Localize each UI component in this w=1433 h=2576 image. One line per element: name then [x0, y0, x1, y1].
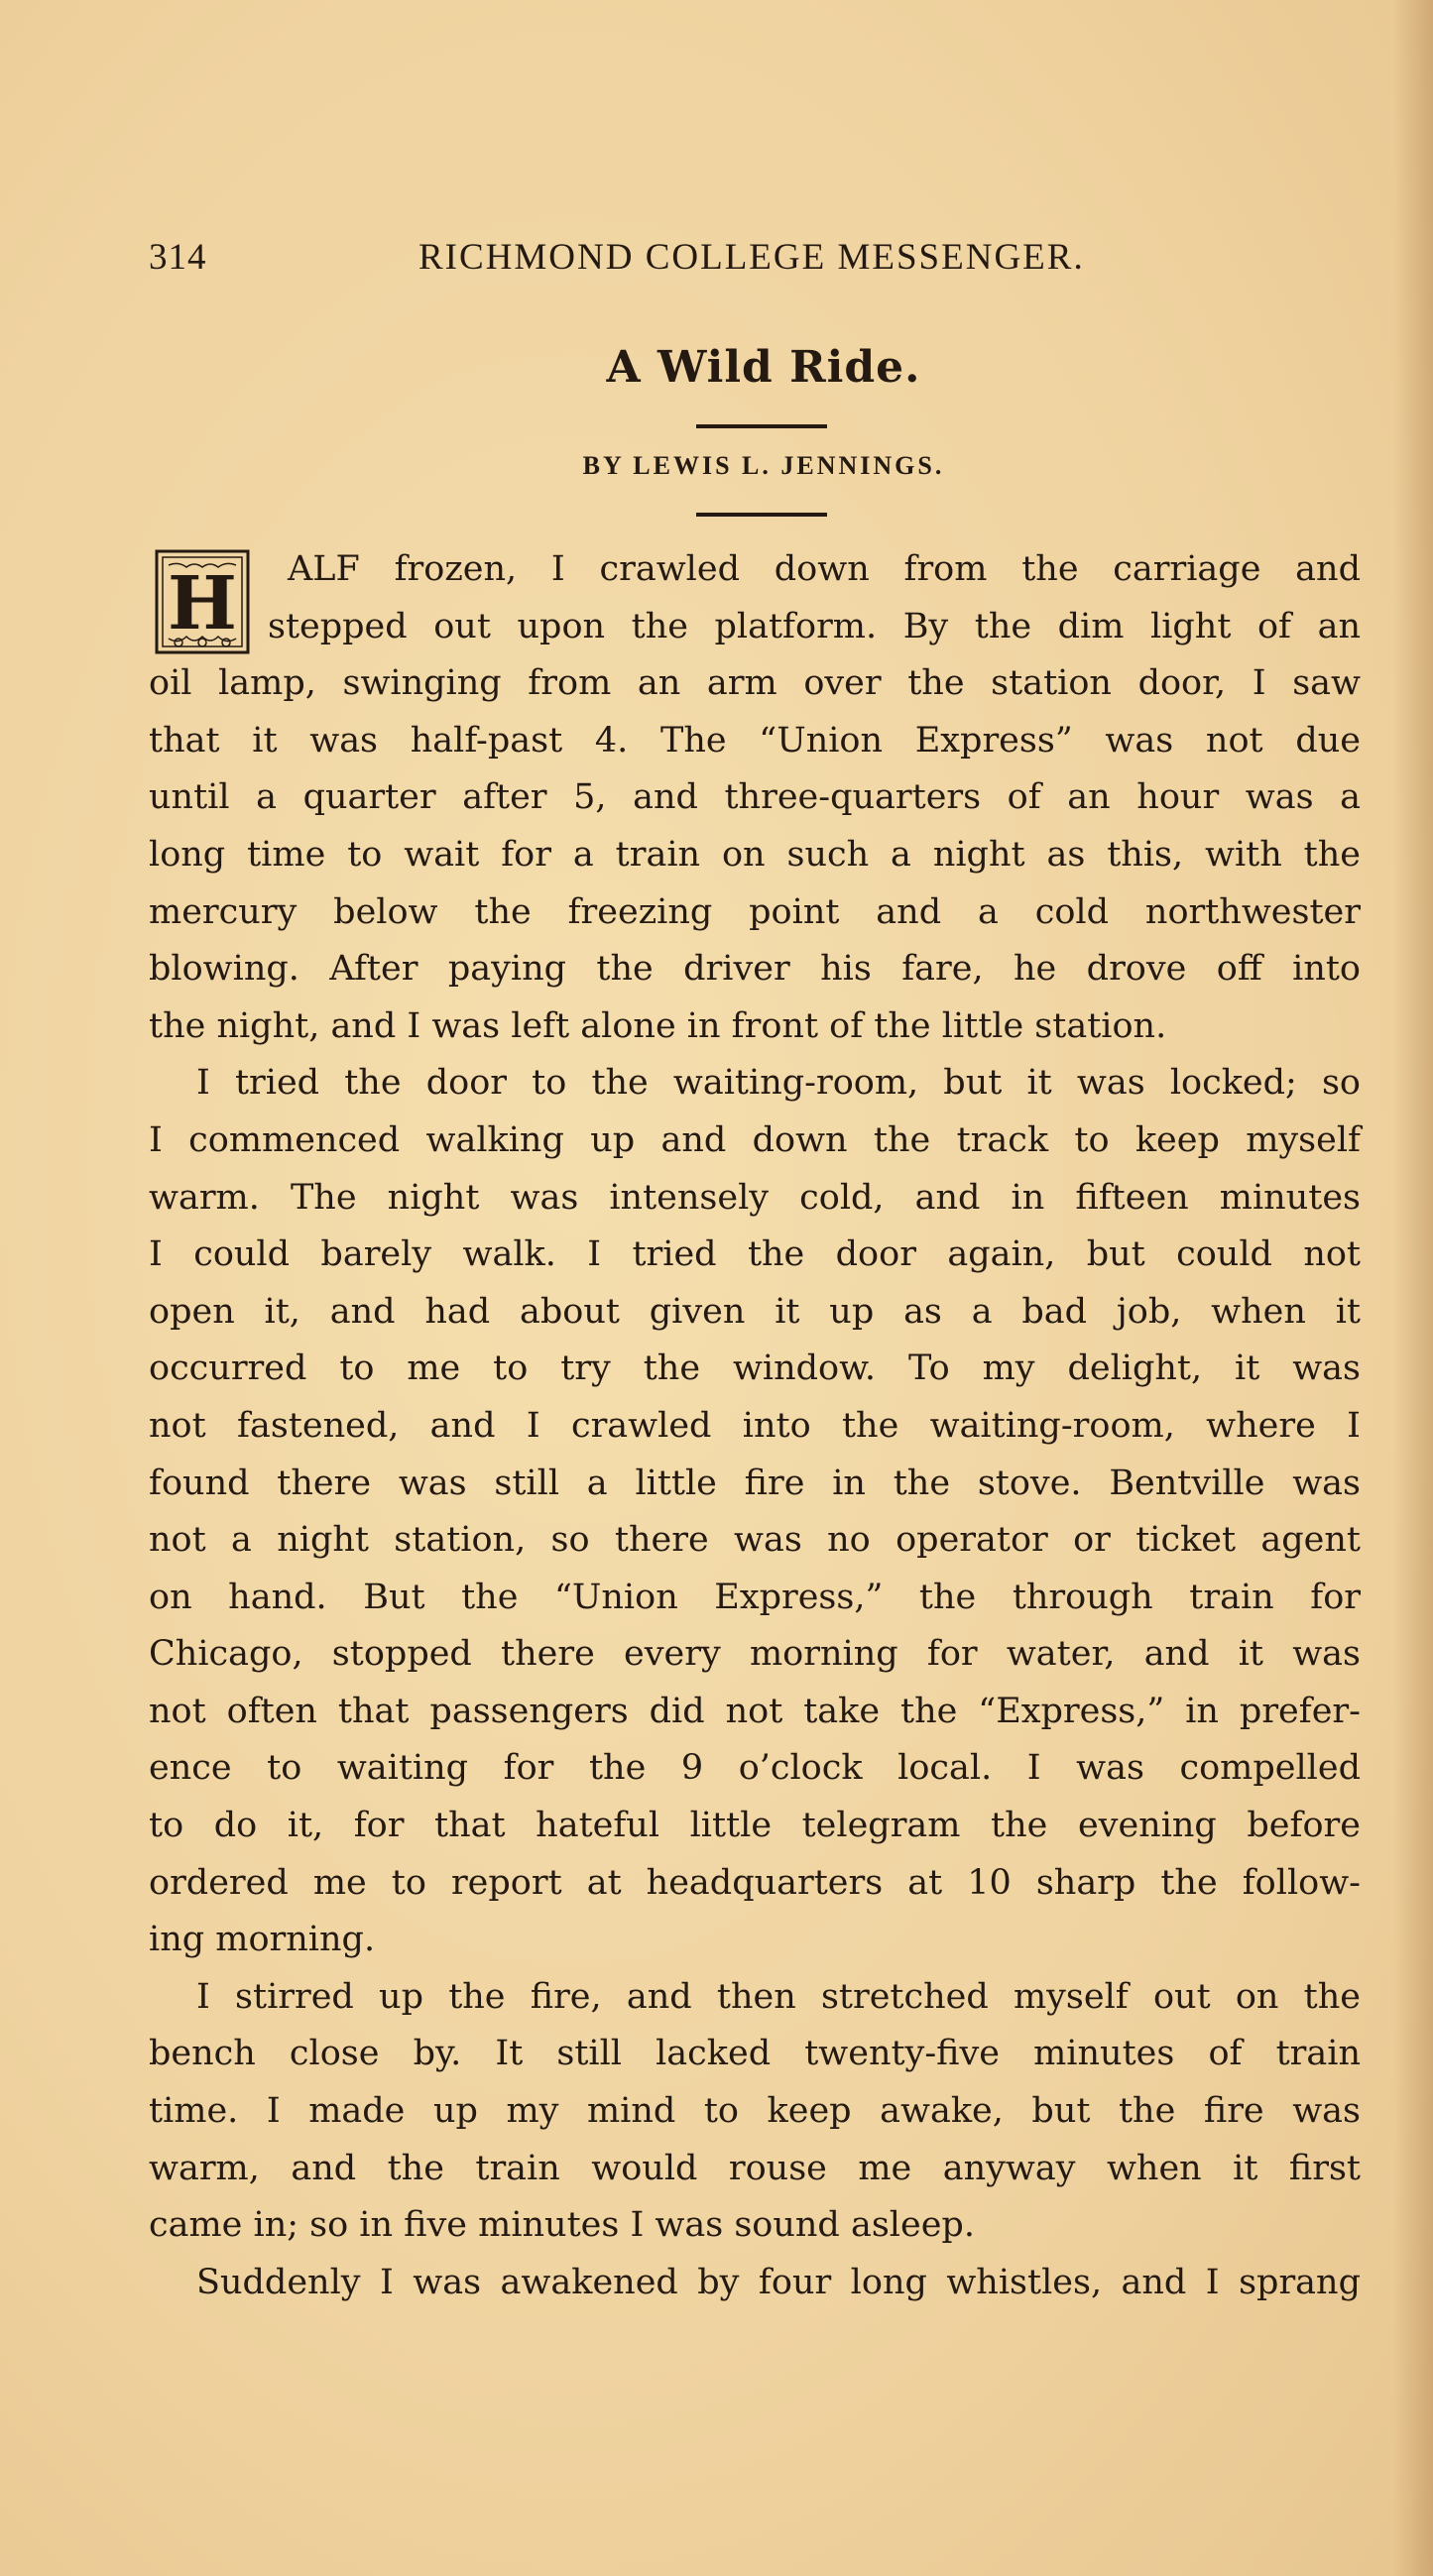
text-line: blowing. After paying the driver his fare, he drove off into — [149, 949, 1361, 990]
text-line: long time to wait for a train on such a night as this, with the — [149, 834, 1361, 875]
byline-rule — [696, 513, 827, 517]
text-line: open it, and had about given it up as a bad job, when it — [149, 1291, 1361, 1332]
title-rule — [696, 424, 827, 428]
text-line: I commenced walking up and down the track to keep myself — [149, 1119, 1361, 1160]
text-line: ence to waiting for the 9 o’clock local. I was compelled — [149, 1748, 1361, 1789]
text-line: ordered me to report at headquarters at 10 sharp the follow- — [149, 1862, 1361, 1903]
text-line: on hand. But the “Union Express,” the through train for — [149, 1577, 1361, 1617]
text-line: bench close by. It still lacked twenty-five minutes of train — [149, 2034, 1361, 2074]
text-line: not a night station, so there was no operator or ticket agent — [149, 1520, 1361, 1561]
text-line: that it was half-past 4. The “Union Express” was not due — [149, 720, 1361, 761]
article-body — [149, 541, 1361, 2311]
text-line: ALF frozen, I crawled down from the carriage and — [288, 549, 1361, 589]
text-line: time. I made up my mind to keep awake, but the fire was — [149, 2091, 1361, 2132]
page-number: 314 — [149, 237, 207, 278]
text-line: Suddenly I was awakened by four long whistles, and I sprang — [196, 2262, 1361, 2302]
text-line: came in; so in five minutes I was sound asleep. — [149, 2205, 975, 2246]
text-line: found there was still a little fire in the stove. Bentville was — [149, 1463, 1361, 1503]
text-line: not fastened, and I crawled into the waiting-room, where I — [149, 1405, 1361, 1446]
text-line: until a quarter after 5, and three-quarters of an hour was a — [149, 777, 1361, 818]
text-line: I could barely walk. I tried the door again, but could not — [149, 1234, 1361, 1275]
text-line: not often that passengers did not take the “Express,” in prefer- — [149, 1691, 1361, 1731]
text-line: to do it, for that hateful little telegram the evening before — [149, 1806, 1361, 1846]
text-line: stepped out upon the platform. By the dim light of an — [268, 606, 1361, 646]
text-line: I stirred up the fire, and then stretched myself out on the — [196, 1976, 1361, 2017]
byline: BY LEWIS L. JENNINGS. — [582, 451, 945, 480]
article-title: A Wild Ride. — [606, 342, 921, 393]
text-line: occurred to me to try the window. To my delight, it was — [149, 1348, 1361, 1389]
journal-title: RICHMOND COLLEGE MESSENGER. — [418, 237, 1085, 278]
running-head — [149, 236, 1101, 286]
text-line: the night, and I was left alone in front of the little station. — [149, 1005, 1167, 1046]
text-line: warm, and the train would rouse me anyway when it first — [149, 2148, 1361, 2188]
text-line: I tried the door to the waiting-room, but it was locked; so — [196, 1063, 1361, 1104]
text-line: Chicago, stopped there every morning for water, and it was — [149, 1634, 1361, 1675]
text-line: oil lamp, swinging from an arm over the station door, I saw — [149, 663, 1361, 704]
text-line: mercury below the freezing point and a cold northwester — [149, 891, 1361, 932]
drop-cap-letter: H — [168, 561, 237, 646]
drop-cap — [149, 547, 256, 656]
text-line: ing morning. — [149, 1920, 376, 1960]
text-line: warm. The night was intensely cold, and in fifteen minutes — [149, 1177, 1361, 1218]
